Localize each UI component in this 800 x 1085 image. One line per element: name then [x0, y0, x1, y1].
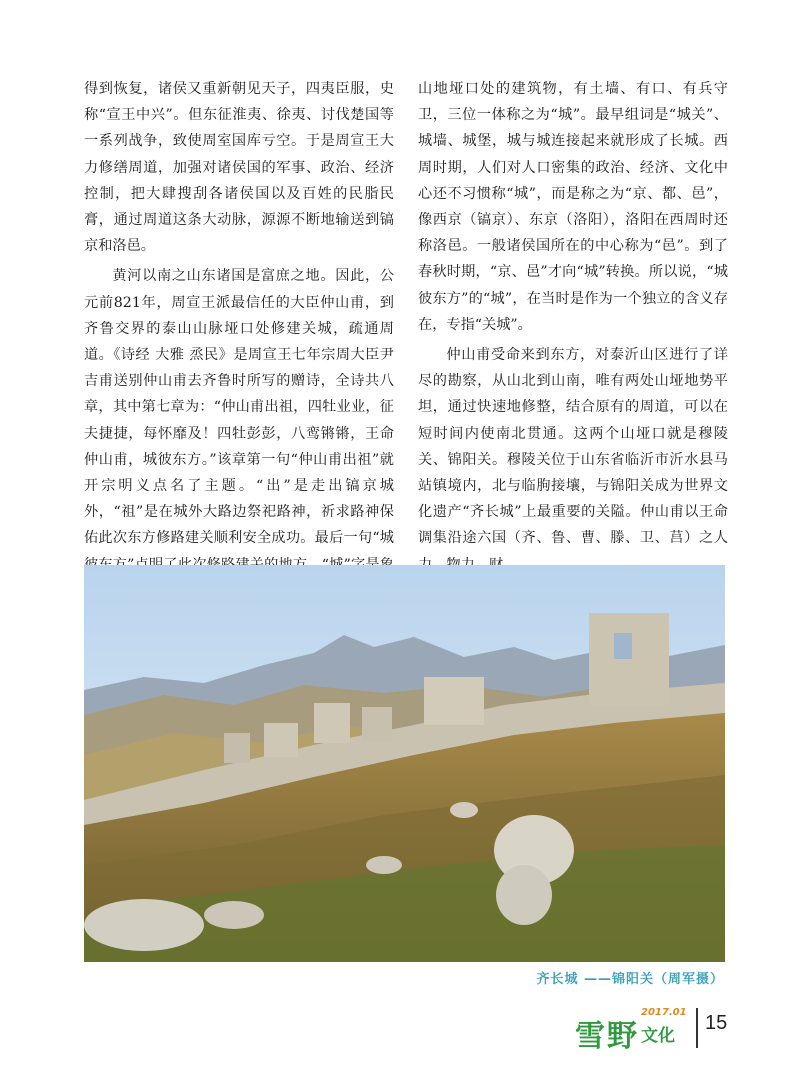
- landscape-illustration: [84, 565, 725, 962]
- great-wall-photo: [84, 565, 725, 962]
- logo-issue: 2017.01: [641, 1007, 687, 1018]
- logo-subtitle: 文化: [641, 1026, 675, 1046]
- magazine-logo: [575, 1005, 693, 1054]
- paragraph: 山地垭口处的建筑物，有土墙、有口、有兵守卫，三位一体称之为“城”。最早组词是“城关”、城墙、城堡，城与城连接起来就形成了长城。西周时期，人们对人口密集的政治、经济、文化中心还不习惯称“城”，而是称之为“京、都、邑”，像西京（镐京）、东京（洛阳），洛阳在西周时还称洛邑。一般诸侯国所在的中心称为“邑”。到了春秋时期，“京、邑”才向“城”转换。所以说，“城彼东方”的“城”，在当时是作为一个独立的含义存在，专指“关城”。: [418, 81, 728, 333]
- article-column-left: [84, 76, 394, 608]
- footer-divider: [696, 1008, 698, 1048]
- paragraph: 仲山甫受命来到东方，对泰沂山区进行了详尽的勘察，从山北到山南，唯有两处山垭地势平坦，通过快速地修整，结合原有的周道，可以在短时间内使南北贯通。这两个山垭口就是穆陵关、锦阳关。穆陵关位于山东省临沂市沂水县马站镇境内，北与临朐接壤，与锦阳关成为世界文化遗产“齐长城”上最重要的关隘。仲山甫以王命调集沿途六国（齐、鲁、曹、滕、卫、莒）之人: [418, 347, 728, 547]
- paragraph: 黄河以南之山东诸国是富庶之地。因此，公元前821年，周宣王派最信任的大臣仲山甫，到齐鲁交界的泰山山脉垭口处修建关城，疏通周道。《诗经 大雅 烝民》是周宣王七年宗周大臣尹吉甫送别仲山甫去齐鲁时所写的赠诗，全诗共八章，其中第七章为：“仲山甫出祖，四牡业业，征夫捷捷，每怀靡及！四牡彭彭，八鸾锵锵，王命仲山甫，城彼东方。”该章第一句“仲山甫出祖”就开宗明义点名了主题。“出”是走出镐京城外，“祖”是在城外大路边祭祀路神，祈求路神保佑此次东方修路建关顺利安全成功。最后一句“城: [84, 268, 394, 547]
- paragraph: 得到恢复，诸侯又重新朝见天子，四夷臣服，史称“宣王中兴”。但东征淮夷、徐夷、讨伐楚国等一系列战争，致使周室国库亏空。于是周宣王大力修缮周道，加强对诸侯国的军事、政治、经济控制，把大肆搜刮各诸侯国以及百姓的民脂民膏，通过周道这条大动脉，源源不断地输送到镐京和洛邑。: [84, 81, 394, 255]
- photo-caption: 齐长城 ——锦阳关（周军摄）: [536, 972, 724, 987]
- page-number: 15: [705, 1012, 728, 1034]
- logo-title: 雪野: [575, 1019, 639, 1054]
- article-column-right: [418, 76, 728, 582]
